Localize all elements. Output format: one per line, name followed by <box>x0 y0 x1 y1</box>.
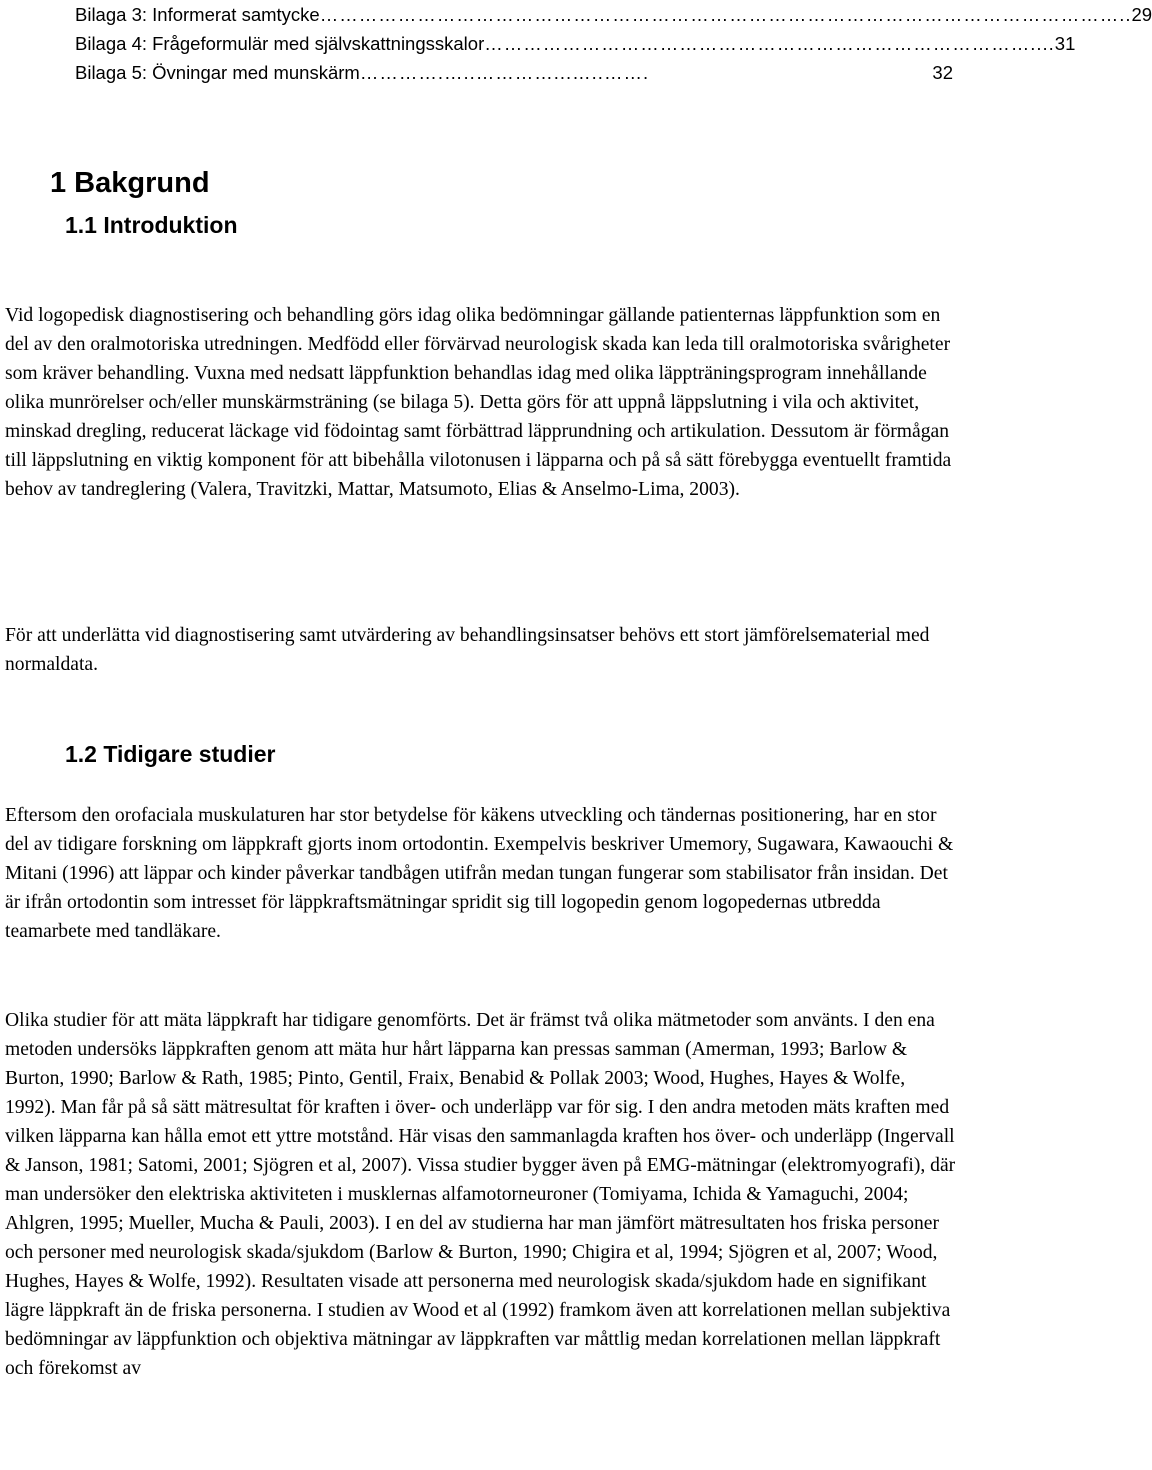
section-heading-introduktion: 1.1 Introduktion <box>65 212 238 238</box>
toc-entry <box>75 58 953 87</box>
chapter-heading: 1 Bakgrund <box>50 167 210 199</box>
toc-entry <box>75 0 1152 29</box>
toc-entry-leader: …………………………………………………………………………………………………………….. <box>319 4 1132 25</box>
toc-entry <box>75 29 1076 58</box>
section-heading-tidigare-studier: 1.2 Tidigare studier <box>65 741 276 767</box>
body-paragraph: Olika studier för att mäta läppkraft har tidigare genomförts. Det är främst två olika mätmetoder som använts. I den ena metoden undersöks läppkraften genom att mäta hur hårt läpparna kan pressas samman (Amerman, 1993; Barlow & Burton, 1990; Barlow & Rath, 1985; Pinto, Gentil, Fraix, Benabid & Pollak 2003; Wood, Hughes, Hayes & Wolfe, 1992). Man får på så sätt mätresultat för kraften i över- och underläpp var för sig. I den andra metoden mäts kraften med vilken läpparna kan hålla emot ett yttre motstånd. Här visas den sammanlagda kraften hos över- och underläpp (Ingervall & Janson, 1981; Satomi, 2001; Sjögren et al, 2007). Vissa studier bygger även på EMG-mätningar (elektromyografi), där man undersöker den elektriska aktiviteten i musklernas alfamotorneuroner (Tomiyama, Ichida & Yamaguchi, 2004; Ahlgren, 1995; Mueller, Mucha & Pauli, 2003). I en del av studierna har man jämfört mätresultaten hos friska personer och personer med neurologisk skada/sjukdom (Barlow & Burton, 1990; Chigira et al, 1994; Sjögren et al, 2007; Wood, Hughes, Hayes & Wolfe, 1992). Resultaten visade att personerna med neurologisk skada/sjukdom hade en signifikant lägre läppkraft än de friska personerna. I studien av Wood et al (1992) framkom även att korrelationen mellan subjektiva bedömningar av läppfunktion och objektiva mätningar av läppkraften var måttlig medan korrelationen mellan läppkraft och förekomst av <box>5 1010 956 1379</box>
toc-entry-page: 31 <box>1054 33 1076 54</box>
body-paragraph: Vid logopedisk diagnostisering och behandling görs idag olika bedömningar gällande patienternas läppfunktion som en del av den oralmotoriska utredningen. Medfödd eller förvärvad neurologisk skada kan leda till oralmotoriska svårigheter som kräver behandling. Vuxna med nedsatt läppfunktion behandlas idag med olika läppträningsprogram innehållande olika munrörelser och/eller munskärmsträning (se bilaga 5). Detta görs för att uppnå läppslutning i vila och aktivitet, minskad dregling, reducerat läckage vid födointag samt förbättrad läpprundning och artikulation. Dessutom är förmågan till läppslutning en viktig komponent för att bibehålla vilotonusen i läpparna och på så sätt förebygga eventuellt framtida behov av tandreglering (Valera, Travitzki, Mattar, Matsumoto, Elias & Anselmo-Lima, 2003). <box>5 305 952 500</box>
toc-entry-leader: ………………………………………………………………………….... <box>484 33 1055 54</box>
toc-entry-leader: ………….…..…………...…..……. <box>359 62 650 83</box>
table-of-contents <box>75 0 1152 87</box>
toc-entry-title: Bilaga 3: Informerat samtycke <box>75 4 320 25</box>
body-paragraph: För att underlätta vid diagnostisering samt utvärdering av behandlingsinsatser behövs ett stort jämförelsematerial med normaldata. <box>5 625 930 675</box>
toc-entry-page: 32 <box>932 62 953 83</box>
toc-entry-page: 29 <box>1131 4 1152 25</box>
body-paragraph: Eftersom den orofaciala muskulaturen har stor betydelse för käkens utveckling och tändernas positionering, har en stor del av tidigare forskning om läppkraft gjorts inom ortodontin. Exempelvis beskriver Umemory, Sugawara, Kawaouchi & Mitani (1996) att läppar och kinder påverkar tandbågen utifrån medan tungan fungerar som stabilisator från insidan. Det är ifrån ortodontin som intresset för läppkraftsmätningar spridit sig till logopedin genom logopedernas utbredda teamarbete med tandläkare. <box>5 805 954 942</box>
toc-entry-title: Bilaga 4: Frågeformulär med självskattningsskalor <box>75 33 485 54</box>
toc-entry-title: Bilaga 5: Övningar med munskärm <box>75 62 360 83</box>
